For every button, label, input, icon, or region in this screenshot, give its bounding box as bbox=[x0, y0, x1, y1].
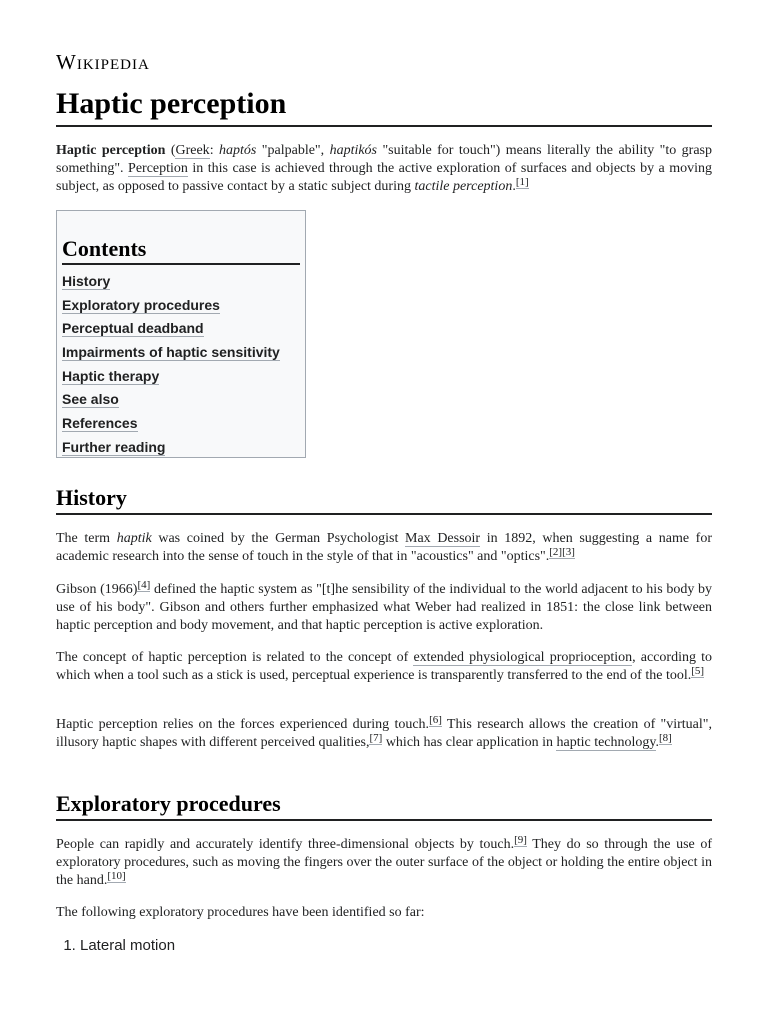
toc-link-exploratory-procedures[interactable]: Exploratory procedures bbox=[62, 296, 220, 313]
toc-list bbox=[62, 271, 300, 461]
toc-link-haptic-therapy[interactable]: Haptic therapy bbox=[62, 367, 160, 384]
extended-proprioception-link[interactable]: extended physiological proprioception bbox=[413, 650, 633, 665]
toc-title: Contents bbox=[62, 235, 300, 265]
intro-text: "suitable for touch") means literally the ability "to grasp something". bbox=[56, 143, 712, 176]
intro-text: "palpable", bbox=[256, 143, 330, 158]
ref-5[interactable]: [5] bbox=[691, 665, 705, 677]
text: was coined by the German Psychologist bbox=[151, 531, 406, 546]
toc-item bbox=[62, 271, 300, 295]
toc-item bbox=[62, 413, 300, 437]
text: They do so through the use of exploratory procedures, such as moving the fingers over the outer surface of the object or holding the entire object in the hand. bbox=[56, 837, 712, 888]
toc-item bbox=[62, 389, 300, 413]
toc-link-references[interactable]: References bbox=[62, 415, 138, 432]
intro-text: . bbox=[512, 179, 516, 194]
ref-6[interactable]: [6] bbox=[429, 714, 442, 726]
ref-7[interactable]: [7] bbox=[369, 732, 383, 744]
wikipedia-wordmark[interactable]: Wikipedia bbox=[56, 50, 150, 74]
intro-text: ( bbox=[165, 143, 176, 158]
ref-3[interactable]: [3] bbox=[562, 546, 575, 558]
intro-paragraph bbox=[56, 142, 712, 196]
text: This research allows the creation of "virtual", illusory haptic shapes with different perceived qualities, bbox=[56, 717, 712, 750]
ref-2[interactable]: [2] bbox=[549, 546, 563, 558]
history-paragraph-4 bbox=[56, 716, 712, 752]
toc-item bbox=[62, 318, 300, 342]
text: The concept of haptic perception is related to the concept of bbox=[56, 650, 414, 665]
intro-haptikos: haptikós bbox=[329, 143, 378, 158]
toc-link-perceptual-deadband[interactable]: Perceptual deadband bbox=[62, 320, 204, 337]
procedures-list bbox=[56, 936, 175, 956]
toc-item bbox=[62, 342, 300, 366]
text: which has clear application in bbox=[382, 735, 557, 750]
history-heading: History bbox=[56, 484, 712, 515]
history-paragraph-3 bbox=[56, 649, 712, 685]
ref-10[interactable]: [10] bbox=[107, 870, 126, 882]
greek-link[interactable]: Greek bbox=[175, 143, 210, 158]
toc-link-impairments[interactable]: Impairments of haptic sensitivity bbox=[62, 344, 280, 361]
intro-term: Haptic perception bbox=[56, 143, 166, 158]
toc-link-see-also[interactable]: See also bbox=[62, 391, 119, 408]
perception-link[interactable]: Perception bbox=[128, 161, 188, 176]
intro-tactile: tactile perception bbox=[414, 179, 513, 194]
text: The term bbox=[56, 531, 117, 546]
intro-haptos: haptós bbox=[219, 143, 257, 158]
table-of-contents bbox=[56, 210, 306, 458]
toc-item bbox=[62, 366, 300, 390]
text: , according to which when a tool such as a stick is used, perceptual experience is transparently transferred to the end of the tool. bbox=[56, 650, 713, 683]
history-paragraph-1 bbox=[56, 530, 712, 566]
intro-text: in this case is achieved through the active exploration of surfaces and objects by a moving subject, as opposed to passive contact by a static subject during bbox=[56, 161, 713, 194]
text: Gibson (1966) bbox=[56, 582, 138, 597]
text: People can rapidly and accurately identify three-dimensional objects by touch. bbox=[56, 837, 515, 852]
toc-link-further-reading[interactable]: Further reading bbox=[62, 438, 166, 455]
exploratory-paragraph-1 bbox=[56, 836, 712, 890]
ref-9[interactable]: [9] bbox=[514, 834, 527, 846]
ref-4[interactable]: [4] bbox=[137, 579, 151, 591]
ref-1[interactable]: [1] bbox=[515, 176, 529, 188]
history-paragraph-2 bbox=[56, 581, 712, 635]
toc-link-history[interactable]: History bbox=[62, 273, 111, 289]
text: in 1892, when suggesting a name for academic research into the sense of touch in the style of that in "acoustics" and "optics". bbox=[56, 531, 713, 564]
toc-item bbox=[62, 295, 300, 319]
max-dessoir-link[interactable]: Max Dessoir bbox=[405, 531, 481, 546]
text: defined the haptic system as "[t]he sensibility of the individual to the world adjacent to his body by use of his body". Gibson and others further emphasized what Weber had realized in 1851: the close link between haptic perception and body movement, and that haptic perception is active exploration. bbox=[56, 582, 712, 633]
haptik-term: haptik bbox=[116, 531, 152, 546]
list-item: 1. Lateral motion bbox=[80, 936, 175, 956]
ref-8[interactable]: [8] bbox=[659, 732, 672, 744]
exploratory-procedures-heading: Exploratory procedures bbox=[56, 790, 712, 821]
haptic-technology-link[interactable]: haptic technology bbox=[556, 735, 656, 750]
text: Haptic perception relies on the forces experienced during touch. bbox=[56, 717, 430, 732]
text: . bbox=[655, 735, 659, 750]
page-title: Haptic perception bbox=[56, 86, 712, 127]
intro-text: : bbox=[209, 143, 220, 158]
toc-item bbox=[62, 437, 300, 461]
exploratory-paragraph-2: The following exploratory procedures have been identified so far: bbox=[56, 905, 425, 920]
